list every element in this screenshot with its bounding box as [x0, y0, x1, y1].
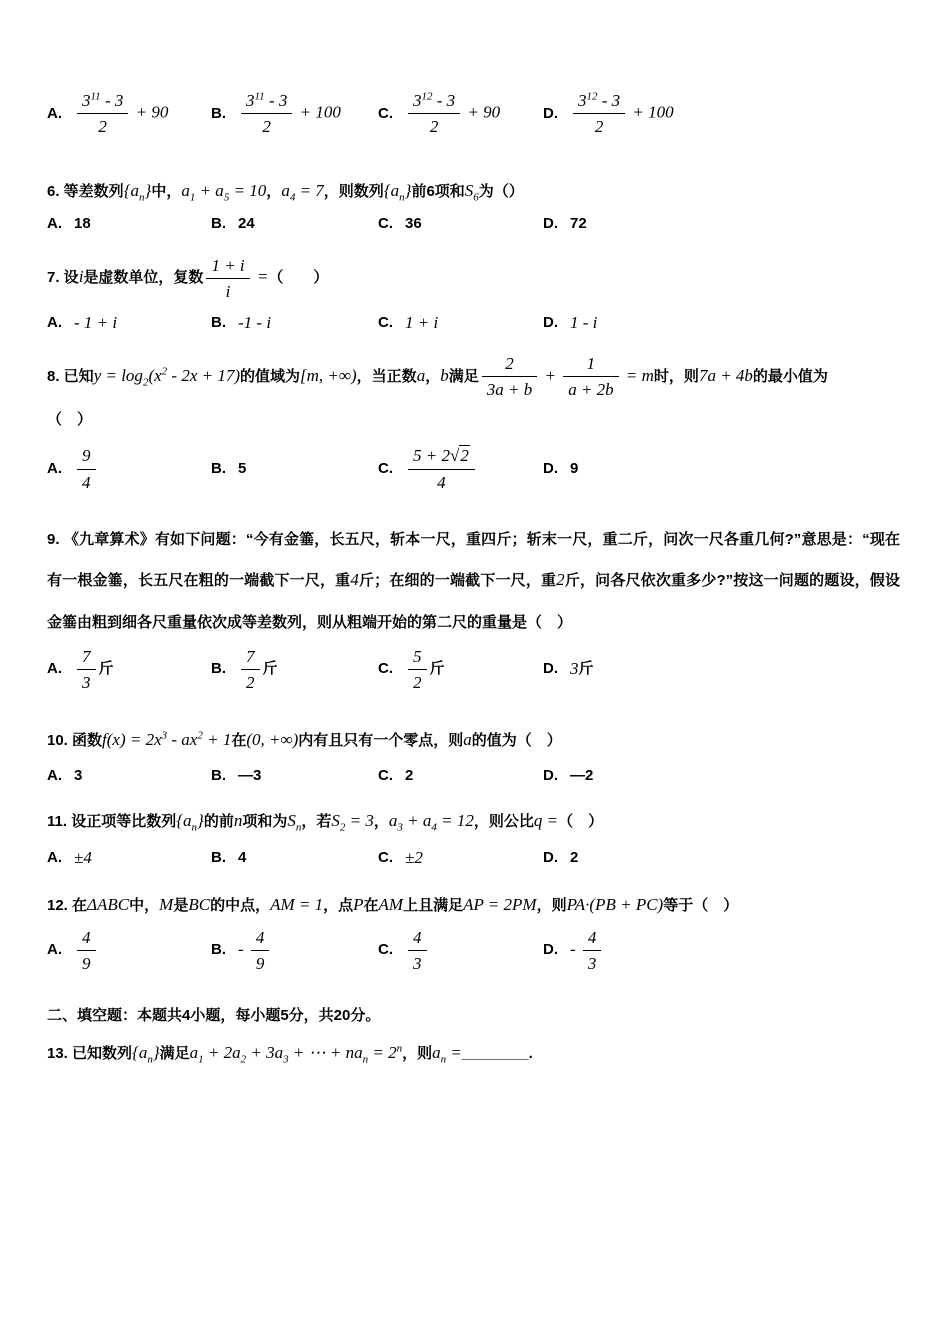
option-12-b: [211, 927, 378, 975]
option-value: 2: [405, 766, 414, 784]
option-label: A.: [47, 849, 62, 867]
option-label: C.: [378, 941, 393, 959]
option-label: C.: [378, 849, 393, 867]
option-label: C.: [378, 314, 393, 332]
option-5-a: [47, 90, 211, 138]
option-label: C.: [378, 660, 393, 678]
option-value: $\frac{3^{11} - 3}{2}$ + 90: [74, 90, 168, 138]
option-label: C.: [378, 766, 393, 784]
option-label: B.: [211, 104, 226, 122]
option-label: D.: [543, 660, 558, 678]
option-value: - $\frac{4}{9}$: [238, 927, 272, 975]
question-7: [47, 255, 900, 303]
option-10-c: [378, 766, 543, 786]
option-label: D.: [543, 215, 558, 233]
option-label: A.: [47, 941, 62, 959]
question-stem: 7. 设i是虚数单位，复数 $\frac{1 + i}{i}$ =（ ）: [47, 255, 329, 301]
option-label: D.: [543, 459, 558, 477]
option-12-c: [378, 927, 543, 975]
option-10-d: [543, 766, 900, 786]
option-label: A.: [47, 459, 62, 477]
option-8-b: [211, 459, 378, 479]
question-8-options: [47, 445, 900, 493]
option-value: 3 斤: [570, 658, 594, 678]
option-value: $\frac{5}{2}$ 斤: [405, 646, 445, 694]
option-label: A.: [47, 104, 62, 122]
option-value: 36: [405, 215, 422, 233]
option-value: —3: [238, 766, 262, 784]
question-stem: 13. 已知数列$\{a_n\}$满足$a_1 + 2a_2 + 3a_3$ + ⋯ + $na_n = 2^n$，则$a_n$ =________.: [47, 1042, 533, 1066]
option-value: 5: [238, 459, 247, 477]
option-label: C.: [378, 459, 393, 477]
option-value: - 1 + i: [74, 313, 118, 333]
question-stem: 10. 函数$f(x) = 2x^3 - ax^2 + 1$在(0, +∞)内有且只有一个零点，则a的值为（ ）: [47, 729, 562, 750]
option-12-d: [543, 927, 900, 975]
option-label: A.: [47, 314, 62, 332]
option-12-a: [47, 927, 211, 975]
option-8-a: [47, 445, 211, 493]
question-5-options: [47, 90, 900, 138]
section-2-title: 二、填空题：本题共4小题，每小题5分，共20分。: [47, 1007, 381, 1025]
question-stem: 8. 已知$y = \log_2(x^2 - 2x + 17)$的值域为[m, +∞)，当正数a，b满足 $\frac{2}{3a + b}$ + $\frac{1}{a + 2b}$ = m时，则7a + 4b的最小值为: [47, 353, 828, 400]
question-12-options: [47, 927, 900, 975]
option-7-b: [211, 312, 378, 335]
question-stem: 9. 《九章算术》有如下问题：“今有金箠，长五尺，斩本一尺，重四斤；斩末一尺，重二斤，问次一尺各重几何?”意思是：“现在有一根金箠，长五尺在粗的一端截下一尺，重4斤；在细的一端截下一尺，重2斤，问各尺依次重多少?”按这一问题的题设，假设金箠由粗到细各尺重量依次成等差数列，则从粗端开始的第二尺的重量是（ ）: [47, 530, 900, 631]
option-6-b: [211, 214, 378, 234]
option-value: ±4: [74, 847, 92, 867]
option-value: 18: [74, 215, 91, 233]
option-9-c: [378, 646, 543, 694]
option-value: ±2: [405, 847, 423, 867]
option-value: $\frac{3^{12} - 3}{2}$ + 100: [570, 90, 674, 138]
option-6-d: [543, 214, 900, 234]
option-label: D.: [543, 766, 558, 784]
option-value: $\frac{4}{9}$: [74, 927, 99, 975]
question-7-options: [47, 312, 900, 335]
option-label: C.: [378, 215, 393, 233]
option-value: —2: [570, 766, 594, 784]
option-7-a: [47, 312, 211, 335]
option-value: $\frac{4}{3}$: [405, 927, 430, 975]
option-label: D.: [543, 849, 558, 867]
option-value: $\frac{3^{12} - 3}{2}$ + 90: [405, 90, 500, 138]
option-label: A.: [47, 660, 62, 678]
option-6-a: [47, 214, 211, 234]
option-10-b: [211, 766, 378, 786]
option-label: B.: [211, 849, 226, 867]
option-label: B.: [211, 459, 226, 477]
option-label: A.: [47, 766, 62, 784]
option-label: B.: [211, 314, 226, 332]
option-5-d: [543, 90, 900, 138]
option-label: B.: [211, 766, 226, 784]
question-9: [47, 519, 900, 644]
option-7-c: [378, 312, 543, 335]
option-value: 24: [238, 215, 255, 233]
question-stem: 11. 设正项等比数列$\{a_n\}$的前n项和为$S_n$，若$S_2 = 3$，$a_3 + a_4 = 12$，则公比q =（ ）: [47, 811, 604, 834]
option-value: $\frac{7}{2}$ 斤: [238, 646, 278, 694]
option-11-d: [543, 848, 900, 868]
option-value: -1 - i: [238, 313, 272, 333]
option-value: $\frac{3^{11} - 3}{2}$ + 100: [238, 90, 341, 138]
option-label: A.: [47, 215, 62, 233]
option-10-a: [47, 766, 211, 786]
option-11-a: [47, 847, 211, 870]
option-label: B.: [211, 941, 226, 959]
option-5-c: [378, 90, 543, 138]
option-value: - $\frac{4}{3}$: [570, 927, 604, 975]
question-8: [47, 353, 900, 401]
option-6-c: [378, 214, 543, 234]
option-value: $\frac{5 + 2√2}{4}$: [405, 445, 478, 493]
question-6-options: [47, 214, 900, 234]
option-5-b: [211, 90, 378, 138]
option-value: 3: [74, 766, 83, 784]
option-9-a: [47, 646, 211, 694]
option-label: D.: [543, 314, 558, 332]
option-11-b: [211, 848, 378, 868]
option-label: D.: [543, 104, 558, 122]
option-9-b: [211, 646, 378, 694]
option-label: C.: [378, 104, 393, 122]
question-10-options: [47, 766, 900, 786]
option-9-d: [543, 658, 900, 681]
question-stem: 6. 等差数列$\{a_n\}$中，$a_1 + a_5 = 10$，$a_4 = 7$，则数列$\{a_n\}$前6项和$S_6$为（）: [47, 180, 524, 203]
question-11-options: [47, 847, 900, 870]
question-stem-continued: （ ）: [47, 411, 93, 429]
option-value: 1 - i: [570, 313, 598, 333]
option-7-d: [543, 312, 900, 335]
question-10: [47, 723, 900, 760]
question-12: [47, 888, 900, 925]
question-8-paren: [47, 402, 900, 439]
option-value: 4: [238, 849, 247, 867]
option-value: 1 + i: [405, 313, 439, 333]
option-8-c: [378, 445, 543, 493]
option-value: $\frac{7}{3}$ 斤: [74, 646, 114, 694]
option-value: $\frac{9}{4}$: [74, 445, 99, 493]
option-label: D.: [543, 941, 558, 959]
option-value: 72: [570, 215, 587, 233]
question-13: [47, 1036, 900, 1073]
question-stem: 12. 在ΔABC中，M是BC的中点，AM = 1，点P在AM上且满足AP = 2PM，则PA·(PB + PC)等于（ ）: [47, 894, 739, 914]
question-9-options: [47, 646, 900, 694]
question-6: [47, 174, 900, 211]
option-label: B.: [211, 660, 226, 678]
option-11-c: [378, 847, 543, 870]
question-11: [47, 804, 900, 841]
option-value: 2: [570, 849, 579, 867]
option-8-d: [543, 459, 900, 479]
option-value: 9: [570, 459, 579, 477]
option-label: B.: [211, 215, 226, 233]
